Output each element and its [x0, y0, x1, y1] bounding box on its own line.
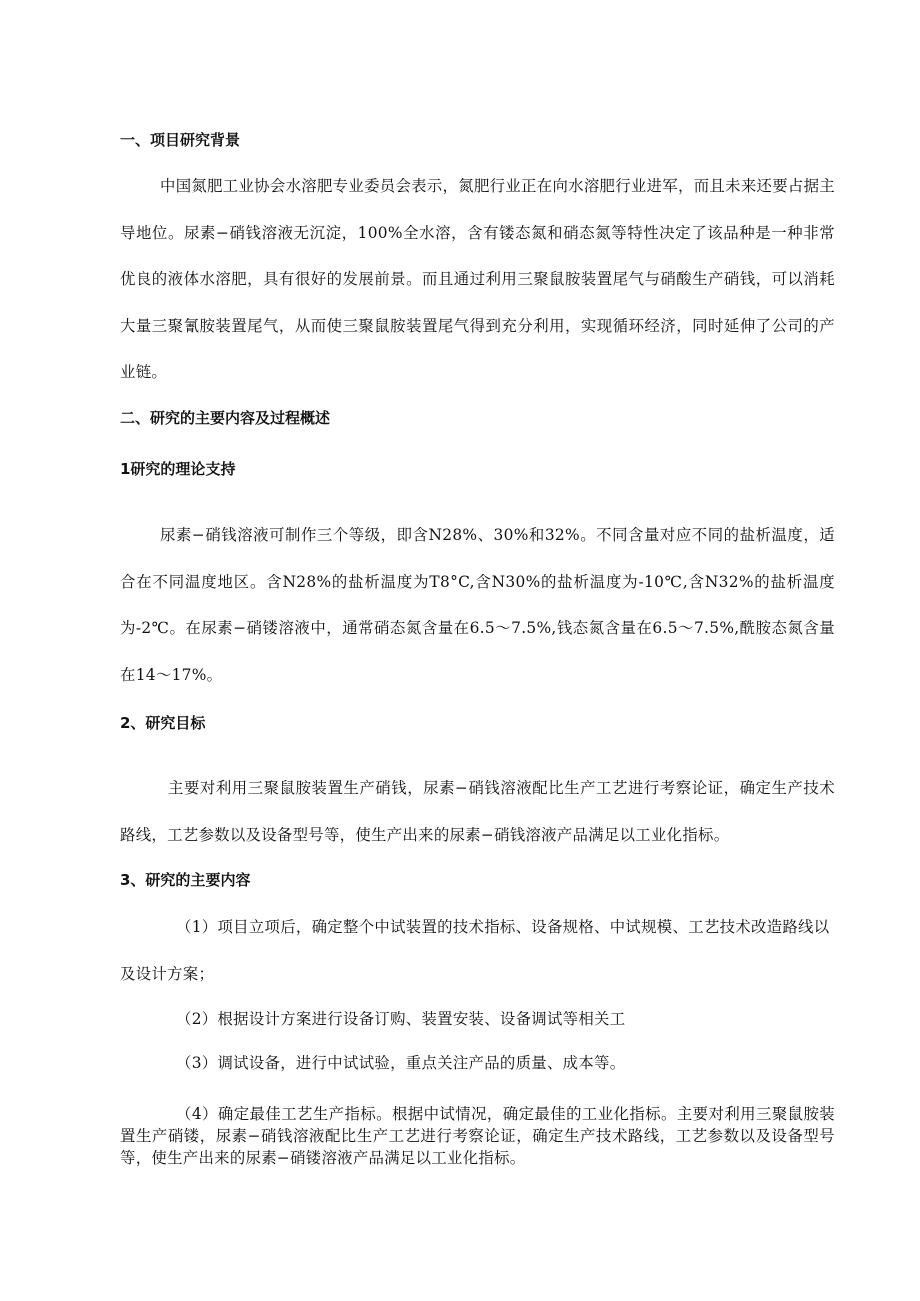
- subsection2-heading: 2、研究目标: [120, 714, 206, 732]
- section1-paragraph: 中国氮肥工业协会水溶肥专业委员会表示，氮肥行业正在向水溶肥行业进军，而且未来还要占据主导地位。尿素−硝钱溶液无沉淀，100%全水溶，含有镂态氮和硝态氮等特性决定了该品种是一种非常优良的液体水溶肥，具有很好的发展前景。而且通过利用三聚鼠胺装置尾气与硝酸生产硝钱，可以消耗大量三聚氰胺装置尾气，从而使三聚鼠胺装置尾气得到充分利用，实现循环经济，同时延伸了公司的产业链。: [120, 177, 835, 381]
- list-item-3: （3）调试设备，进行中试试验，重点关注产品的质量、成本等。: [176, 1054, 626, 1072]
- subsection2-paragraph: 主要对利用三聚鼠胺装置生产硝钱，尿素−硝钱溶液配比生产工艺进行考察论证，确定生产技术路线，工艺参数以及设备型号等，使生产出来的尿素−硝钱溶液产品满足以工业化指标。: [120, 779, 835, 844]
- list-item-2: （2）根据设计方案进行设备订购、装置安装、设备调试等相关工: [176, 1010, 626, 1028]
- list-item-1: （1）项目立项后，确定整个中试装置的技术指标、设备规格、中试规模、工艺技术改造路线以及设计方案；: [120, 918, 830, 983]
- subsection3-heading: 3、研究的主要内容: [120, 871, 251, 889]
- subsection1-paragraph: 尿素−硝钱溶液可制作三个等级，即含N28%、30%和32%。不同含量对应不同的盐析温度，适合在不同温度地区。含N28%的盐析温度为T8°C,含N30%的盐析温度为-10℃,含N32%的盐析温度为-2℃。在尿素−硝镂溶液中，通常硝态氮含量在6.5～7.5%,钱态氮含量在6.5～7.5%,酰胺态氮含量在14～17%。: [120, 526, 835, 684]
- subsection1-heading: 1研究的理论支持: [120, 460, 236, 478]
- section2-heading: 二、研究的主要内容及过程概述: [120, 409, 331, 427]
- section1-heading: 一、项目研究背景: [120, 131, 241, 149]
- list-item-4: （4）确定最佳工艺生产指标。根据中试情况，确定最佳的工业化指标。主要对利用三聚鼠胺装置生产硝镂，尿素−硝钱溶液配比生产工艺进行考察论证，确定生产技术路线，工艺参数以及设备型号等，使生产出来的尿素−硝镂溶液产品满足以工业化指标。: [120, 1105, 835, 1167]
